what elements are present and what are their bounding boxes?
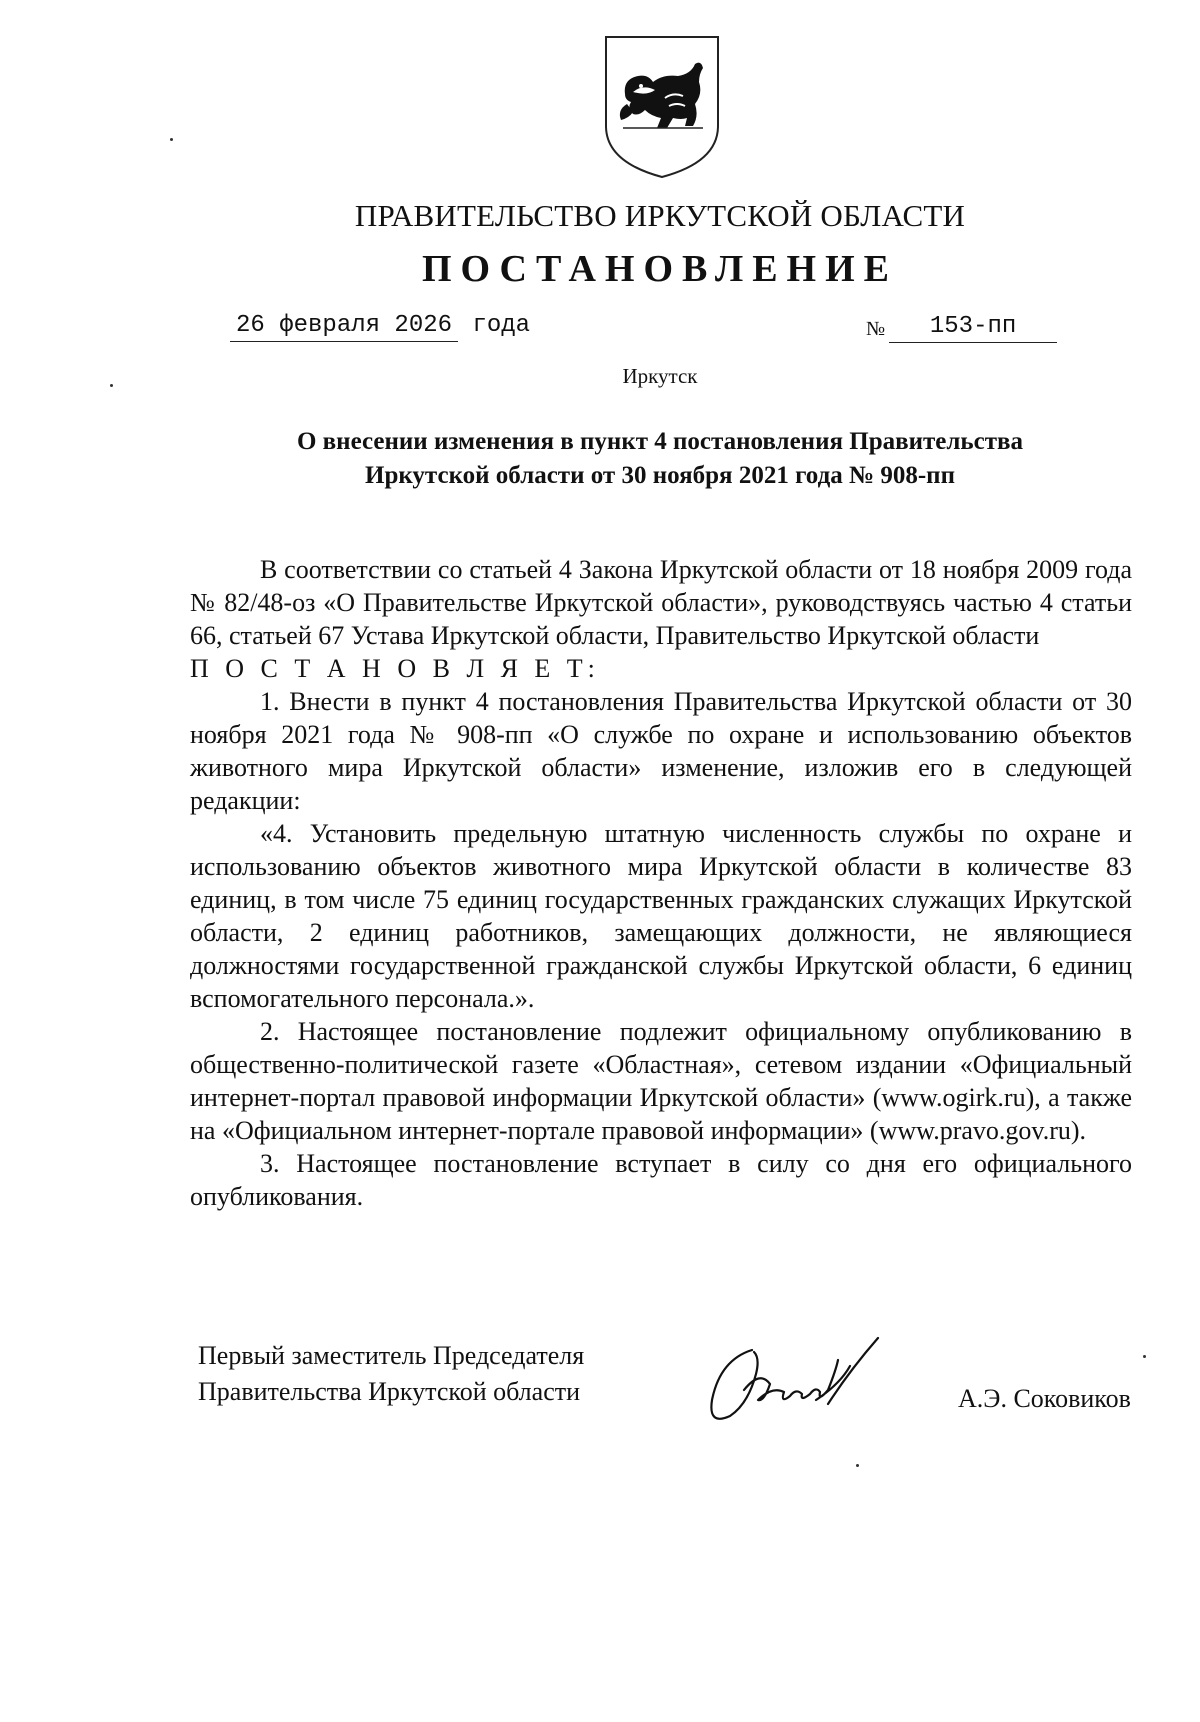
scan-speck: [170, 138, 173, 141]
handwritten-signature-icon: [700, 1330, 900, 1440]
signatory-position: [198, 1338, 584, 1410]
scan-speck: [110, 384, 113, 387]
document-subject: [190, 425, 1130, 493]
document-body: [190, 553, 1132, 1213]
document-date: [230, 312, 530, 342]
item-1-quote-paragraph: «4. Установить предельную штатную численность службы по охране и использованию объектов животного мира Иркутской области в количестве 83 единиц, в том числе 75 единиц государственных гражданских служащих Иркутской области, 2 единиц работников, замещающих должности, не являющиеся должностями государственной гражданской службы Иркутской области, 6 единиц вспомогательного персонала.».: [190, 819, 1132, 1013]
subject-line-1: О внесении изменения в пункт 4 постановления Правительства: [296, 428, 1023, 455]
signatory-position-line-2: Правительства Иркутской области: [198, 1377, 581, 1406]
signatory-position-line-1: Первый заместитель Председателя: [198, 1341, 585, 1370]
date-value: 26 февраля 2026: [230, 312, 458, 342]
scan-speck: [856, 1464, 859, 1467]
number-sign: №: [866, 318, 886, 340]
decree-word: П О С Т А Н О В Л Я Е Т:: [190, 654, 600, 683]
government-title: ПРАВИТЕЛЬСТВО ИРКУТСКОЙ ОБЛАСТИ: [354, 198, 966, 233]
document-number: [866, 312, 1057, 343]
irkutsk-coat-of-arms-icon: [603, 34, 721, 180]
preamble-paragraph: В соответствии со статьей 4 Закона Иркутской области от 18 ноября 2009 года № 82/48-оз «О Правительстве Иркутской области», руководствуясь частью 4 статьи 66, статьей 67 Устава Иркутской области, Правительство Иркутской области: [190, 555, 1132, 650]
signatory-name: А.Э. Соковиков: [958, 1384, 1131, 1413]
subject-line-2: Иркутской области от 30 ноября 2021 года № 908-пп: [365, 462, 955, 489]
city-name: Иркутск: [622, 364, 698, 388]
document-type-heading: ПОСТАНОВЛЕНИЕ: [421, 248, 899, 290]
date-suffix: года: [472, 312, 531, 339]
number-value: 153-пп: [889, 313, 1057, 343]
scan-speck: [1143, 1355, 1146, 1358]
item-3-paragraph: 3. Настоящее постановление вступает в силу со дня его официального опубликования.: [190, 1149, 1132, 1211]
item-2-paragraph: 2. Настоящее постановление подлежит официальному опубликованию в общественно-политической газете «Областная», сетевом издании «Официальный интернет-портал правовой информации Иркутской области» (www.ogirk.ru), а также на «Официальном интернет-портале правовой информации» (www.pravo.gov.ru).: [190, 1017, 1132, 1145]
item-1-paragraph: 1. Внести в пункт 4 постановления Правительства Иркутской области от 30 ноября 2021 года № 908-пп «О службе по охране и использованию объектов животного мира Иркутской области» изменение, изложив его в следующей редакции:: [190, 687, 1132, 815]
